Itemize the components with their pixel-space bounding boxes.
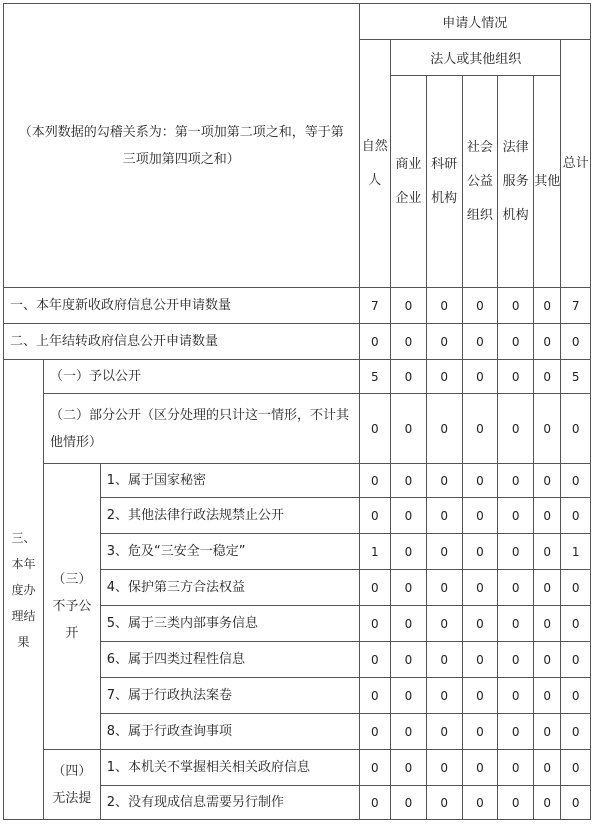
section3-label: 三、本年度办理结果 bbox=[4, 360, 44, 820]
cell-value: 0 bbox=[391, 498, 427, 534]
cell-value: 0 bbox=[561, 606, 591, 642]
cell-value: 0 bbox=[359, 786, 391, 820]
cell-value: 0 bbox=[426, 498, 462, 534]
cell-value: 0 bbox=[391, 360, 427, 394]
header-research: 科研机构 bbox=[426, 76, 462, 288]
header-natural: 自然人 bbox=[359, 40, 391, 288]
cell-value: 1 bbox=[561, 534, 591, 570]
cell-value: 0 bbox=[426, 360, 462, 394]
cell-value: 0 bbox=[426, 750, 462, 786]
header-applicant: 申请人情况 bbox=[359, 4, 590, 40]
cell-value: 0 bbox=[534, 786, 561, 820]
cell-value: 0 bbox=[498, 464, 534, 498]
row-label: 7、属于行政执法案卷 bbox=[100, 678, 359, 714]
cell-value: 0 bbox=[391, 324, 427, 360]
row-label: 8、属于行政查询事项 bbox=[100, 714, 359, 750]
cell-value: 0 bbox=[359, 498, 391, 534]
cell-value: 0 bbox=[462, 360, 498, 394]
row-label: 3、危及“三安全一稳定” bbox=[100, 534, 359, 570]
cell-value: 0 bbox=[359, 678, 391, 714]
cell-value: 0 bbox=[498, 324, 534, 360]
cell-value: 0 bbox=[561, 324, 591, 360]
cell-value: 0 bbox=[498, 394, 534, 464]
cell-value: 0 bbox=[462, 714, 498, 750]
cell-value: 0 bbox=[391, 642, 427, 678]
row-label: 1、本机关不掌握相关相关政府信息 bbox=[100, 750, 359, 786]
cell-value: 0 bbox=[426, 288, 462, 324]
row-label: 二、上年结转政府信息公开申请数量 bbox=[4, 324, 360, 360]
cell-value: 0 bbox=[498, 288, 534, 324]
table-row bbox=[4, 360, 591, 394]
cell-value: 0 bbox=[561, 750, 591, 786]
cell-value: 0 bbox=[498, 498, 534, 534]
table-row bbox=[4, 394, 591, 464]
cell-value: 0 bbox=[561, 642, 591, 678]
cell-value: 0 bbox=[391, 606, 427, 642]
cell-value: 7 bbox=[359, 288, 391, 324]
cell-value: 1 bbox=[359, 534, 391, 570]
header-legal: 法人或其他组织 bbox=[391, 40, 561, 76]
cell-value: 0 bbox=[462, 642, 498, 678]
cell-value: 0 bbox=[391, 570, 427, 606]
cell-value: 0 bbox=[426, 570, 462, 606]
cell-value: 0 bbox=[498, 714, 534, 750]
cell-value: 0 bbox=[391, 678, 427, 714]
cell-value: 0 bbox=[498, 750, 534, 786]
cell-value: 0 bbox=[534, 570, 561, 606]
cell-value: 0 bbox=[498, 606, 534, 642]
cell-value: 0 bbox=[462, 678, 498, 714]
header-note: （本列数据的勾稽关系为：第一项加第二项之和，等于第三项加第四项之和） bbox=[4, 4, 360, 288]
cell-value: 0 bbox=[462, 750, 498, 786]
cell-value: 0 bbox=[561, 498, 591, 534]
cell-value: 0 bbox=[561, 786, 591, 820]
cell-value: 0 bbox=[359, 394, 391, 464]
header-total: 总计 bbox=[561, 40, 591, 288]
cell-value: 0 bbox=[391, 394, 427, 464]
cell-value: 0 bbox=[534, 750, 561, 786]
cell-value: 0 bbox=[498, 534, 534, 570]
row-label: 2、其他法律行政法规禁止公开 bbox=[100, 498, 359, 534]
row-label: 6、属于四类过程性信息 bbox=[100, 642, 359, 678]
cell-value: 0 bbox=[426, 606, 462, 642]
cell-value: 0 bbox=[534, 288, 561, 324]
cell-value: 0 bbox=[462, 498, 498, 534]
cell-value: 0 bbox=[426, 464, 462, 498]
cell-value: 5 bbox=[561, 360, 591, 394]
cell-value: 0 bbox=[391, 288, 427, 324]
row-label: 4、保护第三方合法权益 bbox=[100, 570, 359, 606]
cell-value: 0 bbox=[462, 288, 498, 324]
cell-value: 5 bbox=[359, 360, 391, 394]
cell-value: 0 bbox=[498, 570, 534, 606]
cell-value: 0 bbox=[498, 642, 534, 678]
cell-value: 0 bbox=[534, 714, 561, 750]
statistics-table bbox=[3, 3, 591, 820]
cell-value: 0 bbox=[498, 360, 534, 394]
cell-value: 0 bbox=[391, 750, 427, 786]
cell-value: 0 bbox=[426, 714, 462, 750]
cell-value: 0 bbox=[462, 534, 498, 570]
cell-value: 0 bbox=[426, 534, 462, 570]
cell-value: 0 bbox=[462, 324, 498, 360]
header-commercial: 商业企业 bbox=[391, 76, 427, 288]
cell-value: 0 bbox=[462, 786, 498, 820]
row-label: （二）部分公开（区分处理的只计这一情形，不计其他情形） bbox=[43, 394, 359, 464]
cell-value: 0 bbox=[359, 606, 391, 642]
header-other: 其他 bbox=[534, 76, 561, 288]
row-label: 1、属于国家秘密 bbox=[100, 464, 359, 498]
cell-value: 0 bbox=[534, 534, 561, 570]
table-row bbox=[4, 464, 591, 498]
cell-value: 0 bbox=[561, 464, 591, 498]
cell-value: 0 bbox=[534, 324, 561, 360]
cell-value: 0 bbox=[534, 394, 561, 464]
cell-value: 0 bbox=[561, 678, 591, 714]
group3-label: （三）不予公开 bbox=[43, 464, 100, 750]
cell-value: 0 bbox=[534, 360, 561, 394]
cell-value: 0 bbox=[462, 570, 498, 606]
cell-value: 0 bbox=[462, 464, 498, 498]
cell-value: 0 bbox=[426, 786, 462, 820]
row-label: 一、本年度新收政府信息公开申请数量 bbox=[4, 288, 360, 324]
cell-value: 0 bbox=[426, 324, 462, 360]
cell-value: 0 bbox=[391, 534, 427, 570]
cell-value: 0 bbox=[426, 394, 462, 464]
cell-value: 0 bbox=[359, 324, 391, 360]
group4-label: （四）无法提 bbox=[43, 750, 100, 820]
cell-value: 7 bbox=[561, 288, 591, 324]
cell-value: 0 bbox=[534, 464, 561, 498]
cell-value: 0 bbox=[561, 714, 591, 750]
table-row bbox=[4, 750, 591, 786]
cell-value: 0 bbox=[391, 714, 427, 750]
table-row bbox=[4, 324, 591, 360]
cell-value: 0 bbox=[359, 464, 391, 498]
cell-value: 0 bbox=[426, 642, 462, 678]
header-social: 社会公益组织 bbox=[462, 76, 498, 288]
cell-value: 0 bbox=[391, 786, 427, 820]
cell-value: 0 bbox=[359, 714, 391, 750]
cell-value: 0 bbox=[561, 570, 591, 606]
cell-value: 0 bbox=[462, 606, 498, 642]
cell-value: 0 bbox=[498, 678, 534, 714]
cell-value: 0 bbox=[359, 570, 391, 606]
header-legal-service: 法律服务机构 bbox=[498, 76, 534, 288]
cell-value: 0 bbox=[561, 394, 591, 464]
cell-value: 0 bbox=[462, 394, 498, 464]
row-label: 5、属于三类内部事务信息 bbox=[100, 606, 359, 642]
row-label: 2、没有现成信息需要另行制作 bbox=[100, 786, 359, 820]
cell-value: 0 bbox=[534, 498, 561, 534]
cell-value: 0 bbox=[498, 786, 534, 820]
cell-value: 0 bbox=[359, 750, 391, 786]
cell-value: 0 bbox=[391, 464, 427, 498]
cell-value: 0 bbox=[534, 642, 561, 678]
cell-value: 0 bbox=[534, 678, 561, 714]
cell-value: 0 bbox=[359, 642, 391, 678]
table-row bbox=[4, 288, 591, 324]
cell-value: 0 bbox=[534, 606, 561, 642]
row-label: （一）予以公开 bbox=[43, 360, 359, 394]
cell-value: 0 bbox=[426, 678, 462, 714]
